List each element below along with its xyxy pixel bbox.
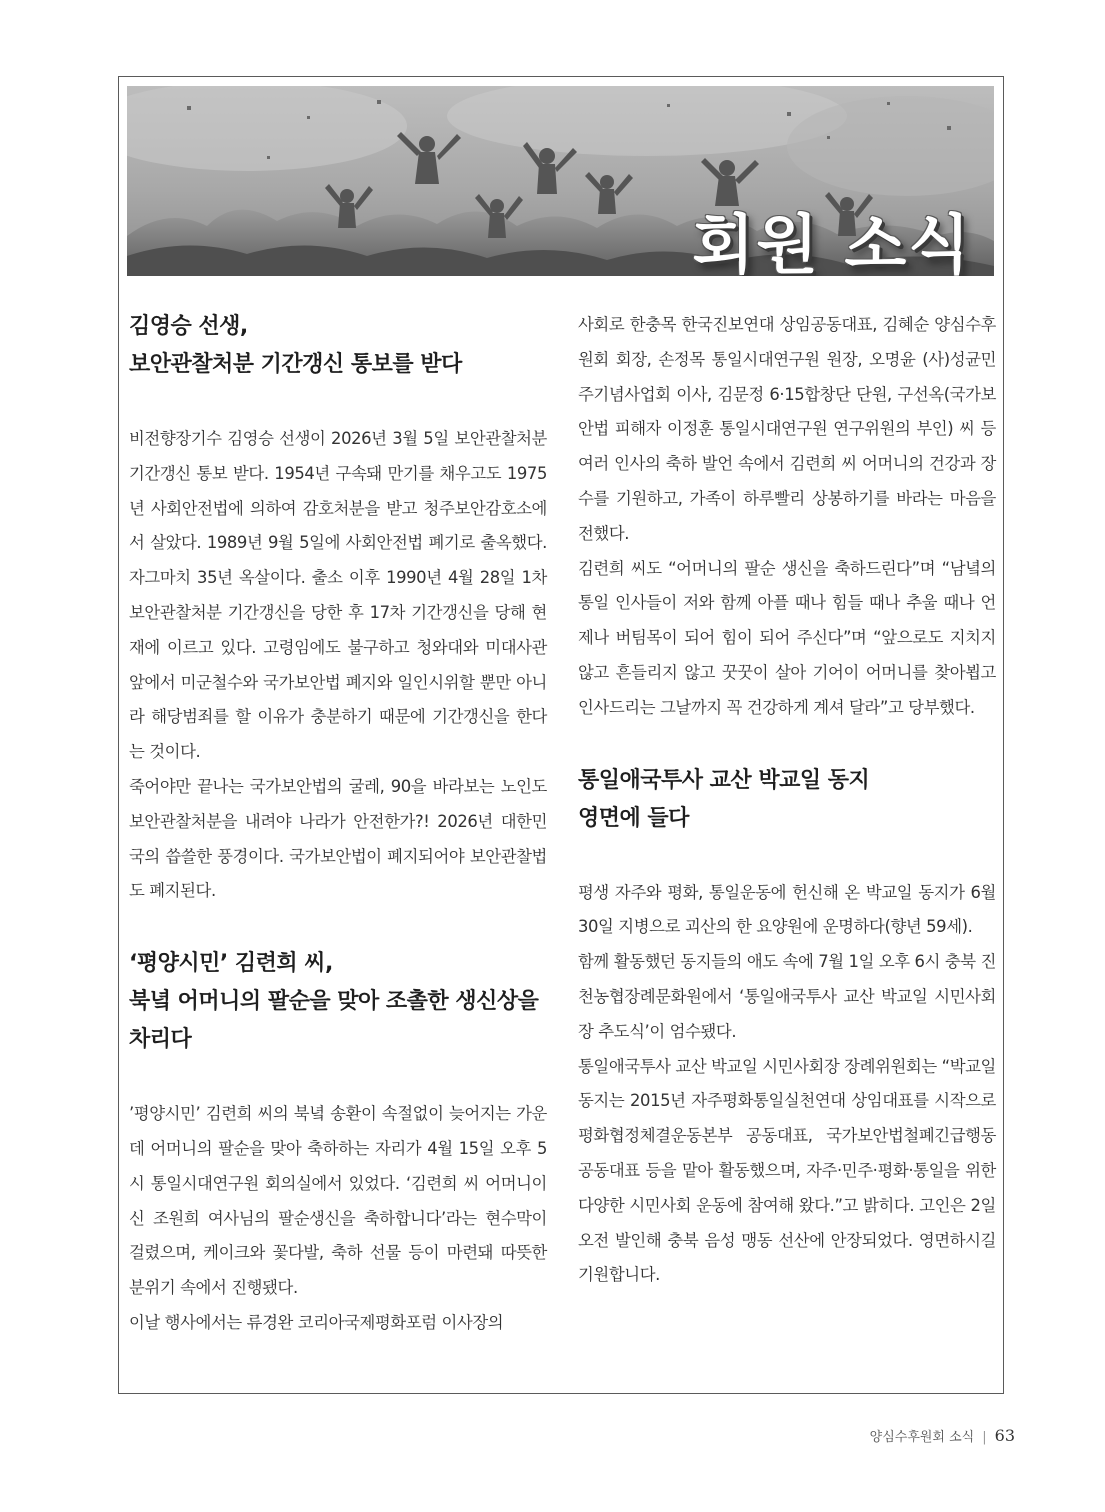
article-2-paragraph: 김련희 씨도 “어머니의 팔순 생신을 축하드린다”며 “남녘의 통일 인사들이 저와 함께 아플 때나 힘들 때나 추울 때나 언제나 버팀목이 되어 힘이 되어 주신다”며 “앞으로도 지치지 않고 흔들리지 않고 꿋꿋이 살아 기어이 어머니를 찾아뵙고 인사드리는 그날까지 꼭 건강하게 계셔 달라”고 당부했다. <box>578 558 996 717</box>
article-2-paragraph: ’평양시민’ 김련희 씨의 북녘 송환이 속절없이 늦어지는 가운데 어머니의 팔순을 맞아 축하하는 자리가 4월 15일 오후 5시 통일시대연구원 회의실에서 있었다. ‘김련희 씨 어머니이신 조원희 여사님의 팔순생신을 축하합니다’라는 현수막이 걸렸으며, 케이크와 꽃다발, 축하 선물 등이 마련돼 따뜻한 분위기 속에서 진행됐다. <box>129 1104 547 1298</box>
article-1-title-line: 보안관찰처분 기간갱신 통보를 받다 <box>129 352 462 377</box>
article-1-paragraph: 비전향장기수 김영승 선생이 2026년 3월 5일 보안관찰처분 기간갱신 통보 받다. 1954년 구속돼 만기를 채우고도 1975년 사회안전법에 의하여 감호처분을 받고 청주보안감호소에서 살았다. 1989년 9월 5일에 사회안전법 폐기로 출옥했다. 자그마치 35년 옥살이다. 출소 이후 1990년 4월 28일 1차 보안관찰처분 기간갱신을 당한 후 17차 기간갱신을 당해 현재에 이르고 있다. 고령임에도 불구하고 청와대와 미대사관 앞에서 미군철수와 국가보안법 폐지와 일인시위할 뿐만 아니라 해당범죄를 할 이유가 충분하기 때문에 기간갱신을 한다는 것이다. <box>129 429 547 762</box>
article-2-title-line: ‘평양시민’ 김련희 씨, <box>129 951 333 977</box>
article-3-title <box>578 762 996 838</box>
article-3-title-line: 영면에 들다 <box>578 805 689 831</box>
footer-separator: | <box>982 1430 987 1445</box>
section-banner-title: 회원 소식 <box>692 209 972 276</box>
article-2-paragraph: 이날 행사에서는 류경완 코리아국제평화포럼 이사장의 <box>129 1312 504 1332</box>
article-1-paragraph: 죽어야만 끝나는 국가보안법의 굴레, 90을 바라보는 노인도 보안관찰처분을 내려야 나라가 안전한가?! 2026년 대한민국의 씁쓸한 풍경이다. 국가보안법이 폐지되어야 보안관찰법도 폐지된다. <box>129 776 547 901</box>
article-3-paragraph: 통일애국투사 교산 박교일 시민사회장 장례위원회는 “박교일 동지는 2015년 자주평화통일실천연대 상임대표를 시작으로 평화협정체결운동본부 공동대표, 국가보안법철폐긴급행동 공동대표 등을 맡아 활동했으며, 자주·민주·평화·통일을 위한 다양한 시민사회 운동에 참여해 왔다.”고 밝히다. 고인은 2일 오전 발인해 충북 음성 맹동 선산에 안장되었다. 영면하시길 기원합니다. <box>578 1056 996 1285</box>
article-1-title-line: 김영승 선생, <box>129 314 248 339</box>
article-1-title <box>129 308 547 384</box>
article-3-paragraph: 평생 자주와 평화, 통일운동에 헌신해 온 박교일 동지가 6월 30일 지병으로 괴산의 한 요양원에 운명하다(향년 59세). <box>578 882 996 937</box>
page-number: 63 <box>994 1426 1015 1445</box>
article-2-title-line: 북녘 어머니의 팔순을 맞아 조촐한 생신상을 <box>129 989 539 1015</box>
right-column <box>578 308 996 1293</box>
left-column <box>129 308 547 1341</box>
header-banner <box>127 86 994 276</box>
article-3-title-line: 통일애국투사 교산 박교일 동지 <box>578 767 870 793</box>
article-3-paragraph: 함께 활동했던 동지들의 애도 속에 7월 1일 오후 6시 충북 진천농협장례문화원에서 ‘통일애국투사 교산 박교일 시민사회장 추도식’이 엄수됐다. <box>578 952 996 1041</box>
article-2-paragraph: 사회로 한충목 한국진보연대 상임공동대표, 김혜순 양심수후원회 회장, 손정목 통일시대연구원 원장, 오명윤 (사)성균민주기념사업회 이사, 김문정 6·15합창단 단원, 구선옥(국가보안법 피해자 이정훈 통일시대연구원 연구위원의 부인) 씨 등 여러 인사의 축하 발언 속에서 김련희 씨 어머니의 건강과 장수를 기원하고, 가족이 하루빨리 상봉하기를 바라는 마음을 전했다. <box>578 315 996 543</box>
page-footer <box>870 1426 1015 1445</box>
article-2-title-line: 차리다 <box>129 1027 192 1053</box>
publication-name: 양심수후원회 소식 <box>869 1430 975 1445</box>
article-2-title <box>129 945 547 1059</box>
